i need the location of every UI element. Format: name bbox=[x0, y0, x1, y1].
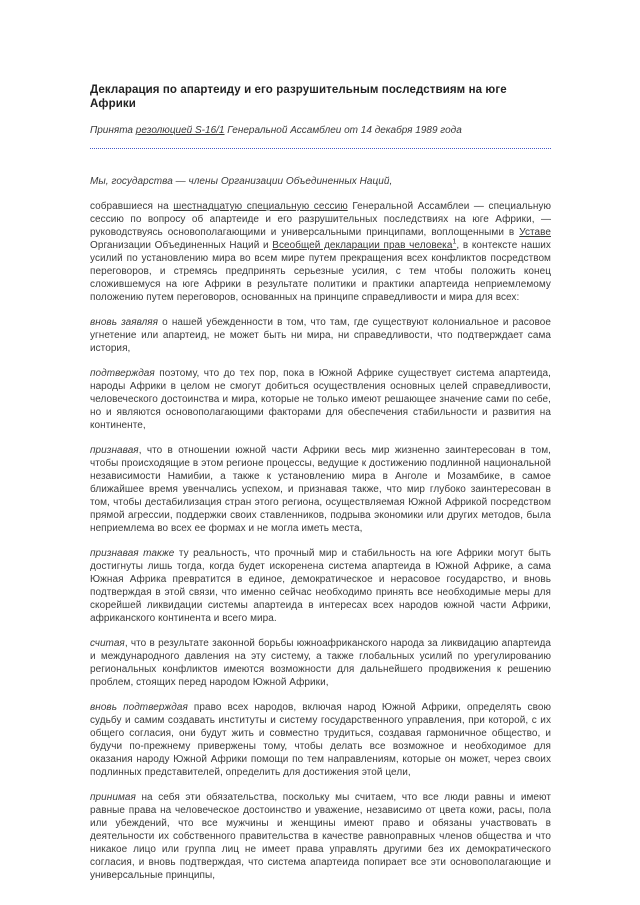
preamble-paragraph bbox=[90, 444, 551, 535]
paragraph-lead: вновь заявляя bbox=[90, 317, 159, 328]
paragraph-text: , что в результате законной борьбы южноафриканского народа за ликвидацию апартеида и международного давления на эту систему, а также глобальных усилий по урегулированию региональных конфликтов имеются возможности для дальнейшего продвижения к решению проблем, стоящих перед народом Южной Африки, bbox=[90, 638, 551, 688]
text-segment: Организации Объединенных Наций и bbox=[90, 240, 273, 251]
text-segment: , в контексте наших усилий по установлению мира во всем мире путем прекращения всех конфликтов посредством переговоров, и стремясь предпринять серьезные усилия, с тем чтобы положить конец сложившемуся на юге Африки в результате политики и практики апартеида неприемлемому положению путем переговоров, основанных на принципе справедливости и мира для всех: bbox=[90, 240, 551, 303]
paragraph-text: поэтому, что до тех пор, пока в Южной Африке существует система апартеида, народы Африки в целом не смогут добиться осуществления основных целей справедливости, человеческого достоинства и мира, которые не только имеют решающее значение сами по себе, но и являются основополагающими факторами для обеспечения стабильности и развития на континенте, bbox=[90, 368, 551, 431]
paragraph-lead: считая bbox=[90, 638, 125, 649]
paragraph-text: о нашей убежденности в том, что там, где существуют колониальное и расовое угнетение или апартеид, не может быть ни мира, ни справедливости, что подтверждает сама история, bbox=[90, 317, 551, 354]
footnote-reference[interactable]: 1 bbox=[452, 238, 457, 246]
udhr-link-label: Всеобщей декларации прав человека bbox=[272, 240, 453, 251]
preamble-paragraph bbox=[90, 701, 551, 779]
udhr-link[interactable] bbox=[272, 240, 456, 251]
preamble-paragraph bbox=[90, 791, 551, 882]
paragraph-text: право всех народов, включая народ Южной Африки, определять свою судьбу и самим создавать институты и систему государственного управления, при которой, с их общего согласия, они будут жить и совместно трудиться, создавая гармоничное общество, и будучи по-прежнему привержены тому, чтобы делать все возможное и необходимое для оказания народу Южной Африки помощи по тем направлениям, которые он может, через своих подлинных представителей, определить для достижения этой цели, bbox=[90, 702, 551, 778]
document-title: Декларация по апартеиду и его разрушительным последствиям на юге Африки bbox=[90, 84, 507, 110]
preamble-paragraph-convened bbox=[90, 200, 551, 304]
paragraph-lead: вновь подтверждая bbox=[90, 702, 188, 713]
paragraph-lead: подтверждая bbox=[90, 368, 155, 379]
preamble-paragraph bbox=[90, 547, 551, 625]
dotted-separator bbox=[90, 148, 551, 149]
paragraph-text: , что в отношении южной части Африки весь мир жизненно заинтересован в том, чтобы происходящие в этом регионе процессы, ведущие к достижению подлинной национальной независимости Намибии, а также к установлению мира в Анголе и Мозамбике, в самое ближайшее время увенчались успехом, и признавая также, что мир глубоко заинтересован в том, чтобы дестабилизация стран этого региона, осуществляемая Южной Африкой посредством прямой агрессии, поддержки своих ставленников, подрыва экономики или других методов, была неприемлема во всех ее формах и не могла иметь места, bbox=[90, 445, 551, 534]
preamble-paragraph bbox=[90, 637, 551, 689]
preamble-paragraph bbox=[90, 367, 551, 432]
text-segment: собравшиеся на bbox=[90, 201, 174, 212]
preamble-paragraph bbox=[90, 316, 551, 355]
paragraph-lead: признавая также bbox=[90, 548, 175, 559]
paragraph-text: на себя эти обязательства, поскольку мы считаем, что все люди равны и имеют равные права на человеческое достоинство и уважение, независимо от цвета кожи, расы, пола или убеждений, что все мужчины и женщины имеют право и обязаны участвовать в деятельности их собственного правительства в качестве равноправных членов общества и что никакое лицо или группа лиц не имеет права управлять другими без их демократического согласия, и вновь подтверждая, что система апартеида попирает все эти основополагающие и универсальные принципы, bbox=[90, 792, 551, 881]
special-session-link[interactable]: шестнадцатую специальную сессию bbox=[173, 201, 348, 212]
paragraph-lead: принимая bbox=[90, 792, 136, 803]
subtitle-prefix: Принята bbox=[90, 125, 136, 136]
subtitle-suffix: Генеральной Ассамблеи от 14 декабря 1989 года bbox=[224, 125, 462, 136]
preamble-opening: Мы, государства — члены Организации Объединенных Наций, bbox=[90, 176, 393, 187]
paragraph-lead: признавая bbox=[90, 445, 139, 456]
paragraph-text: ту реальность, что прочный мир и стабильность на юге Африки могут быть достигнуты лишь тогда, когда будет искоренена система апартеида в Южной Африке, а сама Южная Африка превратится в единое, демократическое и нерасовое государство, и вновь подтверждая в этой связи, что именно сейчас необходимо принять все необходимые меры для скорейшей ликвидации системы апартеида в интересах всех народов южной части Африки, африканского континента и всего мира. bbox=[90, 548, 551, 624]
resolution-link[interactable]: резолюцией S-16/1 bbox=[135, 125, 225, 136]
text-segment: Генеральной Ассамблеи — специальную сессию по вопросу об апартеиде и его разрушительных последствиях на юге Африки, — руководствуясь основополагающими и универсальными принципами, воплощенными в bbox=[90, 201, 551, 238]
document-subtitle bbox=[90, 124, 551, 137]
un-charter-link[interactable]: Уставе bbox=[519, 227, 551, 238]
